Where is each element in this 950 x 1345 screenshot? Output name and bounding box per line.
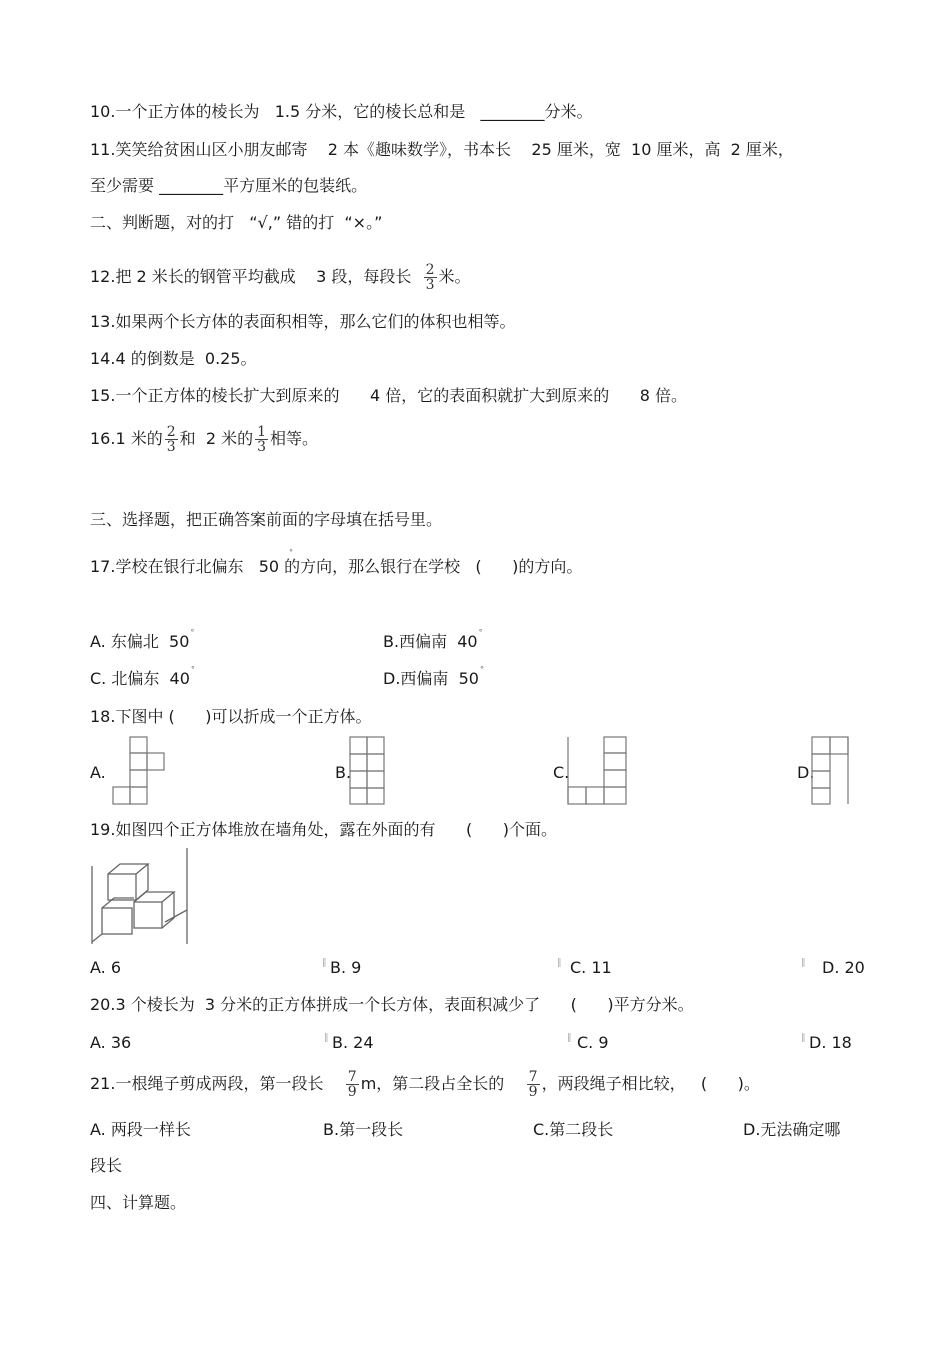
cube-net-c-figure: [566, 736, 630, 806]
fraction: $\frac{2}{3}$: [425, 262, 435, 293]
scan-mark: ‖: [322, 958, 327, 968]
option-b[interactable]: B.西偏南 40°: [383, 628, 483, 651]
question-15: 15.一个正方体的棱长扩大到原来的 4 倍，它的表面积就扩大到原来的 8 倍。: [90, 386, 688, 405]
question-10: 10.一个正方体的棱长为 1.5 分米，它的棱长总和是 ________分米。: [90, 102, 593, 121]
option-d[interactable]: D.西偏南 50°: [383, 665, 484, 688]
option-b[interactable]: B. 24: [332, 1033, 374, 1052]
scan-mark: ‖: [801, 1033, 806, 1043]
option-c[interactable]: C.: [553, 763, 570, 782]
option-d[interactable]: D.: [797, 763, 815, 782]
question-19: 19.如图四个正方体堆放在墙角处，露在外面的有 ( )个面。: [90, 820, 557, 839]
option-a[interactable]: A. 东偏北 50°: [90, 628, 195, 651]
fraction: $\frac{1}{3}$: [257, 424, 267, 455]
option-b[interactable]: B.第一段长: [323, 1120, 404, 1139]
section-4-heading: 四、计算题。: [90, 1193, 187, 1212]
option-d[interactable]: D. 20: [822, 958, 865, 977]
section-3-heading: 三、选择题，把正确答案前面的字母填在括号里。: [90, 510, 443, 529]
option-d[interactable]: D.无法确定哪: [743, 1120, 841, 1139]
question-20: 20.3 个棱长为 3 分米的正方体拼成一个长方体，表面积减少了 ( )平方分米。: [90, 995, 694, 1014]
question-18: 18.下图中 ( )可以折成一个正方体。: [90, 707, 372, 726]
fraction: $\frac{2}{3}$: [166, 424, 176, 455]
option-a[interactable]: A.: [90, 763, 106, 782]
degree-mark: °: [289, 548, 293, 557]
option-b[interactable]: B. 9: [330, 958, 362, 977]
answer-blank[interactable]: ________: [480, 102, 545, 121]
question-21: 21.一根绳子剪成两段，第一段长 $\frac{7}{9}$ m，第二段占全长的 $\frac{7}{9}$ ，两段绳子相比较， ( )。: [90, 1069, 760, 1100]
option-c[interactable]: C.第二段长: [533, 1120, 614, 1139]
question-11-line2: 至少需要 ________平方厘米的包装纸。: [90, 176, 368, 195]
option-c[interactable]: C. 9: [577, 1033, 609, 1052]
question-16: 16.1 米的 $\frac{2}{3}$ 和 2 米的 $\frac{1}{3}$ 相等。: [90, 424, 319, 455]
scan-mark: ‖: [567, 1033, 572, 1043]
question-17: 17.学校在银行北偏东 50 的方向，那么银行在学校 ( )的方向。: [90, 557, 583, 576]
section-2-heading: 二、判断题，对的打 “√,” 错的打 “×。”: [90, 213, 383, 232]
cube-net-a-figure: [112, 736, 170, 806]
cube-net-b-figure: [348, 736, 388, 806]
cube-net-d-figure: [810, 736, 854, 806]
question-11-line1: 11.笑笑给贫困山区小朋友邮寄 2 本《趣味数学》，书本长 25 厘米，宽 10 厘米，高 2 厘米，: [90, 140, 794, 159]
question-13: 13.如果两个长方体的表面积相等，那么它们的体积也相等。: [90, 312, 516, 331]
stacked-cubes-figure: [90, 846, 190, 946]
option-c[interactable]: C. 11: [570, 958, 612, 977]
fraction: $\frac{7}{9}$: [347, 1069, 357, 1100]
option-b[interactable]: B.: [335, 763, 352, 782]
question-12: 12.把 2 米长的钢管平均截成 3 段，每段长 $\frac{2}{3}$ 米。: [90, 262, 471, 293]
scan-mark: ‖: [557, 958, 562, 968]
option-a[interactable]: A. 36: [90, 1033, 132, 1052]
scan-mark: ‖: [801, 958, 806, 968]
answer-blank[interactable]: ________: [159, 176, 224, 195]
option-a[interactable]: A. 两段一样长: [90, 1120, 191, 1139]
question-14: 14.4 的倒数是 0.25。: [90, 349, 257, 368]
option-c[interactable]: C. 北偏东 40°: [90, 665, 195, 688]
option-d-continued: 段长: [90, 1156, 123, 1175]
option-d[interactable]: D. 18: [809, 1033, 852, 1052]
option-a[interactable]: A. 6: [90, 958, 122, 977]
fraction: $\frac{7}{9}$: [528, 1069, 538, 1100]
scan-mark: ‖: [324, 1033, 329, 1043]
